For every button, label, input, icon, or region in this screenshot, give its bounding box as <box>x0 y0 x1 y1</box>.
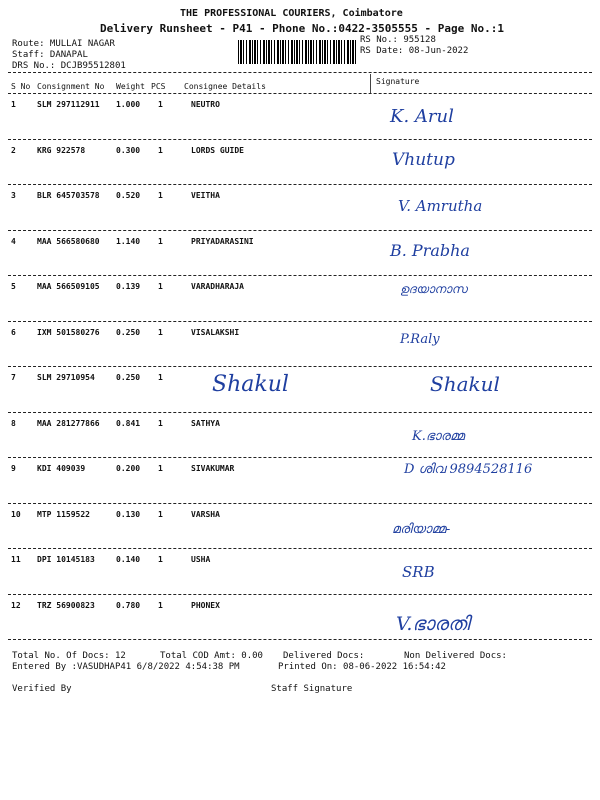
row-sno: 9 <box>11 464 16 473</box>
row-pcs: 1 <box>158 555 163 564</box>
row-consignee: USHA <box>191 555 211 564</box>
row-signature: P.Raly <box>400 331 440 347</box>
table-row <box>8 369 592 415</box>
row-weight: 0.841 <box>116 418 141 428</box>
row-divider <box>8 639 592 640</box>
row-weight: 0.139 <box>116 282 141 291</box>
company-name: THE PROFESSIONAL COURIERS, Coimbatore <box>180 8 403 19</box>
row-signature: K.ഭാരമ്മ <box>412 428 465 444</box>
row-signature: K. Arul <box>390 106 454 127</box>
staff-signature: Staff Signature <box>271 684 353 694</box>
row-pcs: 1 <box>158 600 163 610</box>
row-weight: 0.780 <box>116 600 141 610</box>
row-sno: 12 <box>11 600 21 610</box>
row-weight: 0.200 <box>116 464 141 473</box>
row-divider <box>8 457 592 458</box>
rs-date: RS Date: 08-Jun-2022 <box>360 46 469 56</box>
row-pcs: 1 <box>158 373 163 382</box>
table-row <box>8 597 592 643</box>
row-divider <box>8 548 592 549</box>
row-pcs: 1 <box>158 191 163 200</box>
row-sno: 2 <box>11 145 16 155</box>
header-divider <box>8 72 592 73</box>
row-consignment: SLM 297112911 <box>37 100 100 109</box>
row-consignee: PRIYADARASINI <box>191 236 254 246</box>
drs-number: DRS No.: DCJB95512801 <box>12 61 126 71</box>
row-consignment: KDI 409039 <box>37 464 86 473</box>
row-weight: 0.250 <box>116 373 141 382</box>
row-consignee: VEITHA <box>191 191 220 200</box>
row-consignee: LORDS GUIDE <box>191 145 244 155</box>
row-consignee: SIVAKUMAR <box>191 464 235 473</box>
row-signature: മരിയാമ്മ- <box>392 521 451 537</box>
row-divider <box>8 184 592 185</box>
row-pcs: 1 <box>158 464 163 473</box>
table-row <box>8 506 592 552</box>
non-delivered-docs: Non Delivered Docs: <box>404 651 507 661</box>
row-consignee: VARSHA <box>191 509 220 519</box>
row-consignment: MTP 1159522 <box>37 509 90 519</box>
row-consignee: PHONEX <box>191 600 220 610</box>
row-signature: Vhutup <box>392 149 455 170</box>
row-signature: V. Amrutha <box>398 197 483 215</box>
printed-on: Printed On: 08-06-2022 16:54:42 <box>278 662 446 672</box>
rs-number: RS No.: 955128 <box>360 35 436 45</box>
verified-by: Verified By <box>12 684 72 694</box>
row-consignee: SATHYA <box>191 418 220 428</box>
row-consignment: BLR 645703578 <box>37 191 100 200</box>
row-signature: ഉദയാനാസ <box>400 282 467 296</box>
row-sno: 5 <box>11 282 16 291</box>
row-sno: 8 <box>11 418 16 428</box>
consignee-signature-7: Shakul <box>212 372 289 397</box>
col-weight: Weight <box>116 82 145 91</box>
row-divider <box>8 321 592 322</box>
row-signature: B. Prabha <box>390 240 470 260</box>
row-pcs: 1 <box>158 509 163 519</box>
row-sno: 11 <box>11 555 21 564</box>
row-consignment: MAA 566580680 <box>37 236 100 246</box>
row-sno: 10 <box>11 509 21 519</box>
total-cod: Total COD Amt: 0.00 <box>160 651 263 661</box>
table-row <box>8 142 592 188</box>
row-divider <box>8 412 592 413</box>
row-pcs: 1 <box>158 236 163 246</box>
row-consignee: VARADHARAJA <box>191 282 244 291</box>
staff-label: Staff: DANAPAL <box>12 50 88 60</box>
row-weight: 0.300 <box>116 145 141 155</box>
total-docs: Total No. Of Docs: 12 <box>12 651 126 661</box>
row-pcs: 1 <box>158 327 163 337</box>
row-weight: 0.250 <box>116 327 141 337</box>
row-sno: 3 <box>11 191 16 200</box>
barcode <box>238 40 356 64</box>
row-consignee: VISALAKSHI <box>191 327 240 337</box>
row-sno: 4 <box>11 236 16 246</box>
row-divider <box>8 594 592 595</box>
row-weight: 0.140 <box>116 555 141 564</box>
row-signature: D ശിവ 9894528116 <box>404 462 533 477</box>
row-divider <box>8 230 592 231</box>
row-consignment: IXM 501580276 <box>37 327 100 337</box>
col-sno: S No <box>11 82 31 91</box>
column-header-divider <box>8 93 592 94</box>
col-signature: Signature <box>376 77 420 86</box>
row-consignee: NEUTRO <box>191 100 220 109</box>
col-pcs: PCS <box>151 82 166 91</box>
row-pcs: 1 <box>158 100 163 109</box>
delivered-docs: Delivered Docs: <box>283 651 365 661</box>
col-consignee: Consignee Details <box>184 82 266 91</box>
row-sno: 1 <box>11 100 16 109</box>
row-weight: 1.140 <box>116 236 141 246</box>
row-signature: Shakul <box>430 372 500 396</box>
row-divider <box>8 139 592 140</box>
row-pcs: 1 <box>158 418 163 428</box>
row-consignment: SLM 29710954 <box>37 373 95 382</box>
row-consignment: DPI 10145183 <box>37 555 95 564</box>
row-pcs: 1 <box>158 282 163 291</box>
row-weight: 0.130 <box>116 509 141 519</box>
signature-divider <box>370 74 371 94</box>
row-sno: 6 <box>11 327 16 337</box>
row-consignment: KRG 922578 <box>37 145 86 155</box>
row-weight: 0.520 <box>116 191 141 200</box>
entered-by: Entered By :VASUDHAP41 6/8/2022 4:54:38 PM <box>12 662 240 672</box>
row-signature: V.ഭാരതി <box>396 612 470 635</box>
row-divider <box>8 503 592 504</box>
row-consignment: MAA 281277866 <box>37 418 100 428</box>
row-consignment: MAA 566509105 <box>37 282 100 291</box>
table-row <box>8 551 592 597</box>
runsheet-title: Delivery Runsheet - P41 - Phone No.:0422-3505555 - Page No.:1 <box>100 22 504 35</box>
route-label: Route: MULLAI NAGAR <box>12 39 115 49</box>
row-sno: 7 <box>11 373 16 382</box>
col-consignment: Consignment No <box>37 82 105 91</box>
row-signature: SRB <box>402 563 435 581</box>
row-pcs: 1 <box>158 145 163 155</box>
row-divider <box>8 275 592 276</box>
row-weight: 1.000 <box>116 100 141 109</box>
row-divider <box>8 366 592 367</box>
row-consignment: TRZ 56900823 <box>37 600 95 610</box>
